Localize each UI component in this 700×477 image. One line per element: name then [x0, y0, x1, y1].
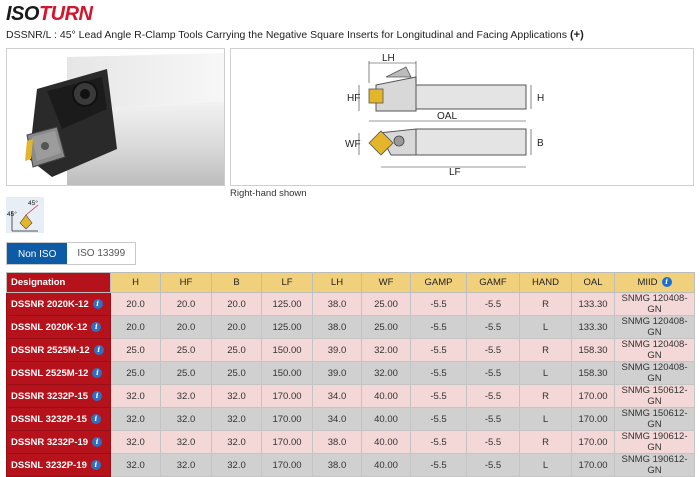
table-cell-lh: 38.0: [313, 454, 362, 477]
table-cell-hand: R: [520, 293, 572, 316]
table-cell-b: 20.0: [212, 316, 262, 339]
table-cell-wf: 40.00: [362, 431, 411, 454]
table-cell-hf: 32.0: [161, 431, 212, 454]
table-cell-hf: 25.0: [161, 339, 212, 362]
table-cell-gamf: -5.5: [467, 431, 520, 454]
tool-holder-image: [6, 48, 225, 186]
label-h: H: [537, 93, 545, 104]
table-cell-hf: 32.0: [161, 408, 212, 431]
info-icon[interactable]: i: [93, 299, 103, 309]
table-header-row: [7, 273, 695, 293]
table-cell-wf: 32.00: [362, 339, 411, 362]
table-cell-hf: 25.0: [161, 362, 212, 385]
table-cell-lh: 38.0: [313, 431, 362, 454]
table-cell-hand: L: [520, 316, 572, 339]
label-wf: WF: [345, 139, 361, 150]
table-cell-oal: 170.00: [572, 431, 615, 454]
table-cell-lf: 125.00: [262, 293, 313, 316]
designation-link[interactable]: DSSNL 3232P-15: [11, 413, 87, 425]
tool-holder-icon: [7, 49, 224, 185]
table-cell-hand: L: [520, 454, 572, 477]
table-cell-wf: 25.00: [362, 316, 411, 339]
table-cell-h: 25.0: [111, 362, 161, 385]
designation-link[interactable]: DSSNR 3232P-15: [11, 390, 89, 402]
table-cell-gamf: -5.5: [467, 408, 520, 431]
table-cell-h: 20.0: [111, 316, 161, 339]
col-h[interactable]: H: [111, 273, 161, 293]
label-oal: OAL: [437, 111, 458, 122]
table-cell-h: 20.0: [111, 293, 161, 316]
table-cell-gamp: -5.5: [411, 385, 467, 408]
table-cell-lf: 170.00: [262, 385, 313, 408]
table-cell-b: 32.0: [212, 454, 262, 477]
table-cell-miid: SNMG 150612-GN: [615, 385, 695, 408]
table-cell-oal: 133.30: [572, 293, 615, 316]
lead-angle-graphic: [6, 197, 44, 233]
designation-link[interactable]: DSSNL 2020K-12: [11, 321, 88, 333]
table-cell-lf: 170.00: [262, 431, 313, 454]
table-row[interactable]: [7, 408, 695, 431]
table-cell-h: 32.0: [111, 385, 161, 408]
table-cell-h: 25.0: [111, 339, 161, 362]
table-cell-b: 32.0: [212, 408, 262, 431]
designation-link[interactable]: DSSNR 2525M-12: [11, 344, 90, 356]
table-cell-oal: 170.00: [572, 454, 615, 477]
table-cell-lh: 39.0: [313, 362, 362, 385]
info-icon[interactable]: i: [92, 368, 102, 378]
tab-iso-13399[interactable]: ISO 13399: [77, 248, 126, 259]
table-cell-hf: 20.0: [161, 293, 212, 316]
table-cell-hand: L: [520, 362, 572, 385]
table-cell-gamf: -5.5: [467, 316, 520, 339]
dimension-diagram: [230, 48, 694, 186]
lead-angle-icon: [6, 197, 44, 233]
table-cell-oal: 158.30: [572, 339, 615, 362]
table-cell-lh: 34.0: [313, 408, 362, 431]
table-cell-lh: 39.0: [313, 339, 362, 362]
table-cell-miid: SNMG 120408-GN: [615, 339, 695, 362]
col-miid-label: MIID: [637, 277, 658, 288]
table-row[interactable]: [7, 385, 695, 408]
table-cell-gamp: -5.5: [411, 316, 467, 339]
table-row[interactable]: [7, 431, 695, 454]
col-miid[interactable]: [615, 273, 695, 293]
info-icon[interactable]: i: [91, 414, 101, 424]
table-cell-b: 32.0: [212, 385, 262, 408]
info-icon[interactable]: i: [662, 277, 672, 287]
designation-link[interactable]: DSSNR 2020K-12: [11, 298, 89, 310]
table-cell-gamp: -5.5: [411, 293, 467, 316]
table-cell-wf: 25.00: [362, 293, 411, 316]
table-cell-gamp: -5.5: [411, 454, 467, 477]
table-cell-h: 32.0: [111, 408, 161, 431]
table-row[interactable]: [7, 339, 695, 362]
table-row[interactable]: [7, 454, 695, 477]
designation-cell[interactable]: [7, 362, 111, 385]
designation-cell[interactable]: [7, 339, 111, 362]
table-cell-lf: 125.00: [262, 316, 313, 339]
table-cell-hand: R: [520, 385, 572, 408]
table-cell-hand: L: [520, 408, 572, 431]
table-cell-lf: 150.00: [262, 339, 313, 362]
designation-link[interactable]: DSSNL 2525M-12: [11, 367, 89, 379]
table-cell-hf: 20.0: [161, 316, 212, 339]
table-cell-gamf: -5.5: [467, 339, 520, 362]
info-icon[interactable]: i: [92, 437, 102, 447]
col-designation[interactable]: Designation: [7, 273, 111, 293]
info-icon[interactable]: i: [92, 391, 102, 401]
table-cell-hand: R: [520, 431, 572, 454]
table-cell-oal: 170.00: [572, 408, 615, 431]
table-cell-lh: 34.0: [313, 385, 362, 408]
table-cell-hf: 32.0: [161, 454, 212, 477]
product-table: [6, 272, 695, 477]
tab-non-iso[interactable]: Non ISO: [7, 243, 67, 264]
table-cell-gamp: -5.5: [411, 408, 467, 431]
table-row[interactable]: [7, 293, 695, 316]
info-icon[interactable]: i: [94, 345, 104, 355]
table-cell-oal: 133.30: [572, 316, 615, 339]
col-hand[interactable]: HAND: [520, 273, 572, 293]
col-gamf[interactable]: GAMF: [467, 273, 520, 293]
table-row[interactable]: [7, 362, 695, 385]
table-cell-gamf: -5.5: [467, 385, 520, 408]
table-cell-hf: 32.0: [161, 385, 212, 408]
table-cell-miid: SNMG 120408-GN: [615, 293, 695, 316]
page-subtitle: [6, 29, 584, 41]
table-cell-wf: 40.00: [362, 385, 411, 408]
col-oal[interactable]: OAL: [572, 273, 615, 293]
dimension-diagram-icon: [231, 49, 693, 185]
designation-cell[interactable]: [7, 408, 111, 431]
table-cell-b: 20.0: [212, 293, 262, 316]
col-gamp[interactable]: GAMP: [411, 273, 467, 293]
designation-cell[interactable]: [7, 385, 111, 408]
label-lh: LH: [382, 53, 395, 64]
designation-cell[interactable]: [7, 316, 111, 339]
info-icon[interactable]: i: [91, 460, 101, 470]
table-cell-miid: SNMG 150612-GN: [615, 408, 695, 431]
table-cell-oal: 170.00: [572, 385, 615, 408]
col-lh[interactable]: LH: [313, 273, 362, 293]
label-b: B: [537, 138, 544, 149]
table-cell-miid: SNMG 190612-GN: [615, 431, 695, 454]
col-lf[interactable]: LF: [262, 273, 313, 293]
col-b[interactable]: B: [212, 273, 262, 293]
table-cell-gamf: -5.5: [467, 362, 520, 385]
table-cell-gamf: -5.5: [467, 454, 520, 477]
table-cell-miid: SNMG 120408-GN: [615, 362, 695, 385]
table-cell-gamp: -5.5: [411, 362, 467, 385]
table-cell-h: 32.0: [111, 454, 161, 477]
table-cell-b: 32.0: [212, 431, 262, 454]
col-hf[interactable]: HF: [161, 273, 212, 293]
designation-link[interactable]: DSSNR 3232P-19: [11, 436, 89, 448]
table-cell-miid: SNMG 120408-GN: [615, 316, 695, 339]
table-row[interactable]: [7, 316, 695, 339]
table-cell-lf: 170.00: [262, 454, 313, 477]
table-cell-lf: 150.00: [262, 362, 313, 385]
table-cell-hand: R: [520, 339, 572, 362]
table-cell-lh: 38.0: [313, 316, 362, 339]
diagram-caption: Right-hand shown: [230, 188, 307, 199]
brand-logo: ISOTURN: [6, 3, 93, 25]
table-cell-h: 32.0: [111, 431, 161, 454]
angle-label-1: 45°: [7, 211, 17, 218]
info-icon[interactable]: i: [91, 322, 101, 332]
label-lf: LF: [449, 167, 461, 178]
designation-cell[interactable]: [7, 431, 111, 454]
table-cell-lf: 170.00: [262, 408, 313, 431]
standard-tabs: [6, 242, 136, 265]
designation-link[interactable]: DSSNL 3232P-19: [11, 459, 87, 471]
table-cell-gamf: -5.5: [467, 293, 520, 316]
table-cell-lh: 38.0: [313, 293, 362, 316]
designation-cell[interactable]: [7, 454, 111, 477]
table-cell-gamp: -5.5: [411, 431, 467, 454]
designation-cell[interactable]: [7, 293, 111, 316]
table-cell-b: 25.0: [212, 362, 262, 385]
table-cell-wf: 32.00: [362, 362, 411, 385]
table-cell-wf: 40.00: [362, 454, 411, 477]
angle-label-2: 45°: [28, 200, 38, 207]
table-cell-miid: SNMG 190612-GN: [615, 454, 695, 477]
table-cell-wf: 40.00: [362, 408, 411, 431]
table-cell-oal: 158.30: [572, 362, 615, 385]
expand-button[interactable]: (+): [570, 29, 584, 41]
label-hf: HF: [347, 93, 361, 104]
subtitle-text: DSSNR/L : 45° Lead Angle R-Clamp Tools Carrying the Negative Square Inserts for Longitudinal and Facing Applications: [6, 29, 568, 41]
col-wf[interactable]: WF: [362, 273, 411, 293]
table-cell-b: 25.0: [212, 339, 262, 362]
table-cell-gamp: -5.5: [411, 339, 467, 362]
